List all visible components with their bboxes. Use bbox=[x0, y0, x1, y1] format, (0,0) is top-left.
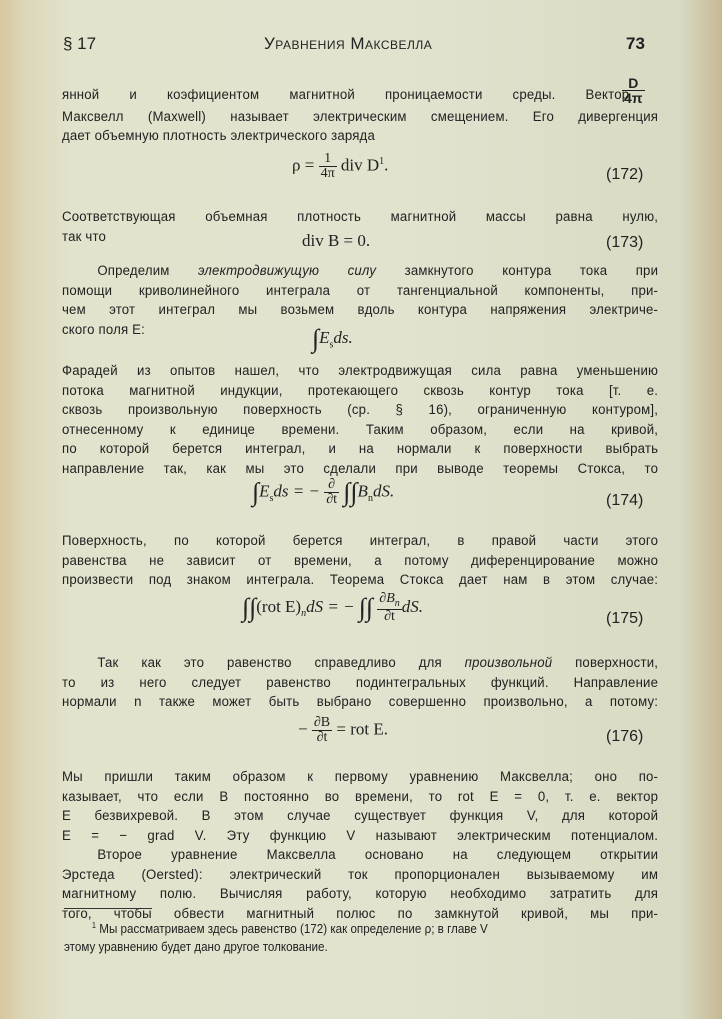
text-line: Максвелл (Maxwell) называет электрическим смещением. Его дивергенция bbox=[62, 108, 659, 125]
text-line: произвести под знаком интеграла. Теорема Стокса дает нам в этом случае: bbox=[62, 572, 659, 588]
paragraph-6 bbox=[62, 654, 658, 713]
text-line: Мы пришли таким образом к первому уравнению Максвелла; оно по- bbox=[62, 769, 659, 785]
paragraph-8 bbox=[62, 846, 658, 924]
running-title: Уравнения Максвелла bbox=[264, 34, 433, 53]
footnote-line: этому уравнению будет дано другое толкование. bbox=[64, 940, 328, 955]
equation-174: $\int E_sds$ = − $\frac{\partial}{\partial t}$ $\int\int B_ndS$. bbox=[252, 477, 395, 507]
fraction: $\frac{\partial}{\partial t}$ bbox=[326, 477, 338, 507]
text-line: того, чтобы обвести магнитный полюс по замкнутой кривой, мы при- bbox=[62, 905, 659, 922]
fraction: $\frac{1}{4\pi}$ bbox=[320, 151, 335, 181]
equation-175: ∫∫(rot $E)_ndS$ = − ∫∫ $\frac{\partial B_n}{\partial t}$ dS. bbox=[242, 591, 424, 624]
text-line: по которой берется интеграл, и на нормали к поверхности выбрать bbox=[62, 441, 659, 457]
equation-number: (173) bbox=[606, 234, 644, 251]
text-line: так что bbox=[62, 228, 107, 245]
text-line: E = − grad V. Эту функцию V называют электрическим потенциалом. bbox=[62, 827, 659, 844]
fraction: $\frac{\partial B}{\partial t}$ bbox=[313, 715, 331, 745]
equation-number: (172) bbox=[606, 166, 644, 183]
integral-sign: ∫ bbox=[312, 324, 320, 353]
text-line: отнесенному к единице времени. Таким образом, если на кривой, bbox=[62, 421, 659, 438]
text-line: помощи криволинейного интеграла от тангенциальной компоненты, при- bbox=[62, 282, 659, 299]
text-line: Эрстеда (Oersted): электрический ток пропорционален вызываемому им bbox=[62, 866, 659, 883]
text-line: то из него следует равенство подинтегральных функций. Направление bbox=[62, 674, 659, 691]
text-line: Так как это равенство справедливо для произвольной поверхности, bbox=[97, 655, 659, 671]
paragraph-4 bbox=[62, 362, 658, 479]
double-integral-sign: ∫∫ bbox=[242, 592, 257, 622]
text-line: Фарадей из опытов нашел, что электродвижущая сила равна уменьшению bbox=[62, 363, 659, 379]
text-line: Второе уравнение Максвелла основано на следующем открытии bbox=[97, 847, 659, 863]
paragraph-3 bbox=[62, 262, 658, 340]
section-marker: § 17 bbox=[63, 34, 97, 53]
emphasis: электродвижущую силу bbox=[198, 263, 377, 279]
text-line: магнитному полю. Вычисляя работу, которую необходимо затратить для bbox=[62, 886, 659, 902]
text-line: казывает, что если B постоянно во времени, то rot E = 0, т. е. вектор bbox=[62, 788, 659, 805]
emf-integral: $\int E_sds$. bbox=[312, 324, 353, 353]
text-line: Определим электродвижущую силу замкнутого контура тока при bbox=[97, 263, 659, 279]
text-line: чем этот интеграл мы возьмем вдоль контура напряжения электриче- bbox=[62, 302, 659, 318]
equation-176: − $\frac{\partial B}{\partial t}$ = rot E. bbox=[298, 715, 388, 745]
emphasis: произвольной bbox=[464, 655, 553, 671]
double-integral-sign: ∫∫ bbox=[343, 477, 358, 507]
text-line: Поверхность, по которой берется интеграл, в правой части этого bbox=[62, 533, 659, 549]
page-number: 73 bbox=[626, 34, 645, 53]
paragraph-5 bbox=[62, 532, 658, 591]
text-line: E безвихревой. В этом случае существует функция V, для которой bbox=[62, 808, 659, 824]
text-line: янной и коэфициентом магнитной проницаемости среды. Вектор bbox=[62, 87, 630, 103]
footnote-line: $^1$ Мы рассматриваем здесь равенство (172) как определение ρ; в главе V bbox=[91, 921, 488, 937]
equation-number: (175) bbox=[606, 610, 644, 627]
footnote-divider bbox=[64, 908, 152, 909]
text-line: сквозь произвольную поверхность (ср. § 16), ограниченную контуром], bbox=[62, 402, 659, 418]
text-line: Соответствующая объемная плотность магнитной массы равна нулю, bbox=[62, 209, 659, 225]
equation-number: (176) bbox=[606, 728, 644, 745]
equation-173: div B = 0. bbox=[302, 231, 371, 250]
equation-172: ρ = $\frac{1}{4\pi}$ div $D^1$. bbox=[292, 151, 389, 181]
fraction-numerator: D bbox=[622, 76, 645, 91]
text-line: равенства не зависит от времени, а потому диференцирование можно bbox=[62, 552, 659, 569]
equation-number: (174) bbox=[606, 492, 644, 509]
vector-fraction bbox=[622, 76, 645, 105]
paragraph-1 bbox=[62, 72, 658, 147]
fraction: $\frac{\partial B_n}{\partial t}$ bbox=[379, 591, 400, 624]
text-line: направление так, как мы это сделали при выводе теоремы Стокса, то bbox=[62, 460, 659, 477]
paragraph-7 bbox=[62, 768, 658, 846]
double-integral-sign: ∫∫ bbox=[358, 592, 374, 622]
integral-sign: ∫ bbox=[252, 477, 260, 507]
text-line: потока магнитной индукции, протекающего сквозь контур тока [т. е. bbox=[62, 382, 659, 399]
text-line: нормали n также может быть выбрано совершенно произвольно, а потому: bbox=[62, 694, 659, 710]
text-line: ского поля E: bbox=[62, 321, 145, 338]
footnote bbox=[64, 917, 659, 956]
footnote-marker: 1 bbox=[91, 921, 97, 930]
fraction-denominator: 4π bbox=[624, 90, 643, 106]
footnote-reference[interactable]: 1 bbox=[379, 155, 385, 167]
text-line: дает объемную плотность электрического заряда bbox=[62, 128, 375, 144]
